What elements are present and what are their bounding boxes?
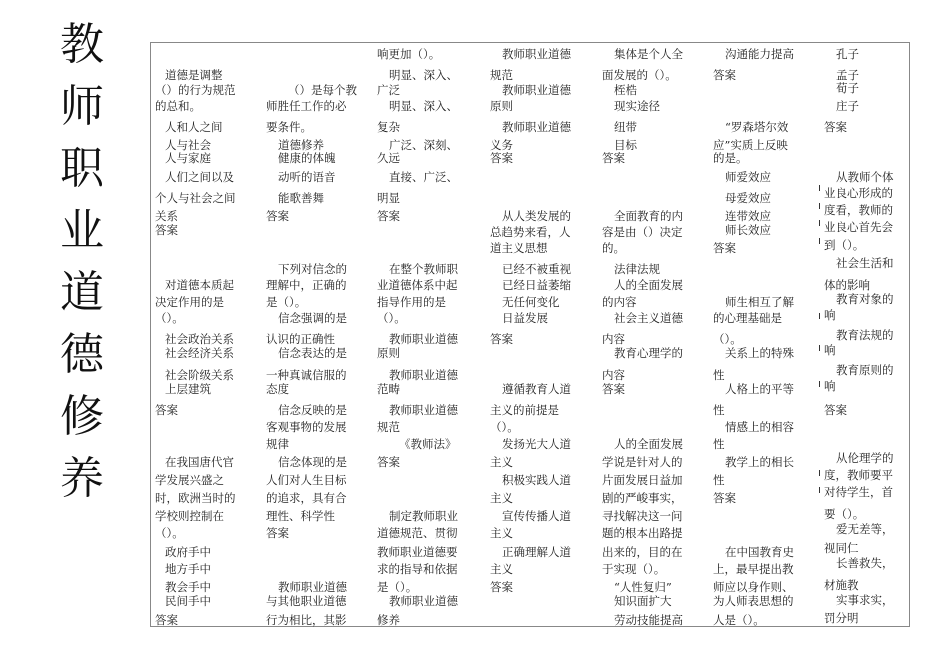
- margin-tick-mark: [819, 238, 823, 244]
- text-line: 明显、深入、: [389, 68, 458, 82]
- text-line: 个人与社会之间: [155, 191, 236, 205]
- text-line: 学校则控制在: [155, 509, 224, 523]
- text-line: 道德修养: [278, 138, 324, 152]
- text-line: 孟子: [836, 68, 859, 82]
- text-line: 教学上的相长: [725, 455, 794, 469]
- text-column-7: [824, 43, 936, 626]
- text-line: 实事求实，: [836, 593, 894, 607]
- text-line: 的。: [602, 241, 625, 255]
- text-line: 教师职业道德: [389, 403, 458, 417]
- text-line: 人与家庭: [165, 151, 211, 165]
- text-line: 义务: [490, 138, 513, 152]
- text-line: 认识的正确性: [266, 332, 335, 346]
- answer-label: 答案: [490, 151, 513, 165]
- text-line: 业道德体系中起: [377, 278, 458, 292]
- text-line: 行为相比，其影: [266, 613, 347, 627]
- text-line: 师胜任工作的必: [266, 99, 347, 113]
- text-line: 教育原则的: [836, 363, 894, 377]
- text-line: 寻找解决这一问: [602, 509, 683, 523]
- text-line: 是（）。: [377, 580, 418, 594]
- text-line: 教师职业道德: [389, 368, 458, 382]
- text-line: 日益发展: [502, 311, 548, 325]
- text-line: 响: [824, 308, 836, 322]
- text-line: 面发展的（）。: [602, 68, 677, 82]
- answer-label: 答案: [713, 68, 736, 82]
- text-line: 主义: [490, 562, 513, 576]
- text-line: 时，欧洲当时的: [155, 491, 236, 505]
- text-line: 规律: [266, 437, 289, 451]
- text-line: 连带效应: [725, 209, 771, 223]
- text-line: 性: [713, 437, 725, 451]
- text-line: 集体是个人全: [614, 47, 683, 61]
- answer-label: 答案: [713, 241, 736, 255]
- text-line: 广泛: [377, 83, 400, 97]
- text-line: 要（）。: [824, 507, 865, 521]
- text-line: 理解中，正确的: [266, 278, 347, 292]
- text-line: 教育心理学的: [614, 346, 683, 360]
- text-line: 规范: [490, 68, 513, 82]
- text-line: 政府手中: [165, 545, 211, 559]
- text-line: 师生相互了解: [725, 295, 794, 309]
- text-line: 纽带: [614, 120, 637, 134]
- text-line: 与其他职业道德: [266, 594, 347, 608]
- text-line: 师爱效应: [725, 170, 771, 184]
- text-line: 总趋势来看，人: [490, 225, 571, 239]
- text-line: 教师职业道德: [389, 594, 458, 608]
- answer-label: 答案: [266, 209, 289, 223]
- text-line: 宣传传播人道: [502, 509, 571, 523]
- text-line: 复杂: [377, 120, 400, 134]
- answer-label: 答案: [824, 120, 847, 134]
- text-line: 从人类发展的: [502, 209, 571, 223]
- text-line: 教师职业道德: [389, 332, 458, 346]
- text-line: 明显、深入、: [389, 99, 458, 113]
- text-line: 健康的体魄: [278, 151, 336, 165]
- text-line: 理性、科学性: [266, 509, 335, 523]
- text-line: （）。: [490, 420, 519, 434]
- text-line: 在我国唐代官: [165, 455, 234, 469]
- answer-label: 答案: [155, 403, 178, 417]
- text-line: 响更加（）。: [377, 47, 441, 61]
- text-line: 片面发展日益加: [602, 473, 683, 487]
- title-char: 德: [60, 329, 104, 380]
- text-line: 内容: [602, 332, 625, 346]
- margin-tick-mark: [819, 470, 823, 476]
- text-line: 发扬光大人道: [502, 437, 571, 451]
- text-line: 学说是针对人的: [602, 455, 683, 469]
- text-line: 下列对信念的: [278, 262, 347, 276]
- text-line: 教师职业道德: [502, 83, 571, 97]
- text-line: 积极实践人道: [502, 473, 571, 487]
- text-line: 应”实质上反映: [713, 138, 788, 152]
- text-line: 教师职业道德要: [377, 545, 458, 559]
- text-line: 教师职业道德: [502, 120, 571, 134]
- text-line: （）是每个教: [288, 83, 357, 97]
- text-line: 关系: [155, 209, 178, 223]
- text-line: 主义: [490, 526, 513, 540]
- margin-tick-mark: [819, 381, 823, 387]
- text-line: 人的全面发展: [614, 278, 683, 292]
- text-line: 能歌善舞: [278, 191, 324, 205]
- text-line: 视同仁: [824, 541, 859, 555]
- vertical-page-title: [52, 14, 112, 510]
- text-line: 对道德本质起: [165, 278, 234, 292]
- text-line: 信念体现的是: [278, 455, 347, 469]
- text-line: 体的影响: [824, 278, 870, 292]
- text-line: 信念反映的是: [278, 403, 347, 417]
- text-line: 于实现（）。: [602, 562, 666, 576]
- text-line: 荀子: [836, 81, 859, 95]
- text-line: 母爱效应: [725, 191, 771, 205]
- text-line: 人们对人生目标: [266, 473, 347, 487]
- margin-tick-mark: [819, 220, 823, 226]
- text-line: 范畴: [377, 382, 400, 396]
- answer-label: 答案: [155, 613, 178, 627]
- text-line: 题的根本出路提: [602, 526, 683, 540]
- text-line: 爱无差等，: [836, 522, 894, 536]
- text-line: 在中国教育史: [725, 545, 794, 559]
- text-line: 性: [713, 473, 725, 487]
- text-line: 信念强调的是: [278, 311, 347, 325]
- text-line: 规范: [377, 420, 400, 434]
- title-char: 教: [60, 19, 104, 70]
- text-line: 现实途径: [614, 99, 660, 113]
- text-line: 一种真诚信服的: [266, 368, 347, 382]
- text-line: 道德规范、贯彻: [377, 526, 458, 540]
- text-line: 人们之间以及: [165, 170, 234, 184]
- text-line: “罗森塔尔效: [725, 120, 789, 134]
- answer-label: 答案: [155, 223, 178, 237]
- text-line: 人是（）。: [713, 613, 765, 627]
- text-line: （）。: [377, 311, 406, 325]
- text-line: 人与社会: [165, 138, 211, 152]
- text-line: 出来的，目的在: [602, 545, 683, 559]
- text-line: 目标: [614, 138, 637, 152]
- text-line: 教育对象的: [836, 292, 894, 306]
- text-line: 无任何变化: [502, 295, 560, 309]
- answer-label: 答案: [266, 526, 289, 540]
- title-char: 师: [60, 81, 104, 132]
- margin-tick-mark: [819, 313, 823, 319]
- text-line: 是（）。: [266, 295, 307, 309]
- margin-tick-mark: [819, 345, 823, 351]
- answer-label: 答案: [490, 332, 513, 346]
- text-line: 原则: [490, 99, 513, 113]
- title-char: 养: [60, 453, 104, 504]
- text-line: 性: [713, 368, 725, 382]
- text-line: 全面教育的内: [614, 209, 683, 223]
- text-line: 教育法规的: [836, 328, 894, 342]
- answer-label: 答案: [602, 151, 625, 165]
- text-line: 到（）。: [824, 238, 865, 252]
- text-line: 知识面扩大: [614, 594, 672, 608]
- text-line: 情感上的相容: [725, 420, 794, 434]
- text-line: 的内容: [602, 295, 637, 309]
- text-line: 广泛、深刻、: [389, 138, 458, 152]
- text-line: （）。: [713, 332, 742, 346]
- text-line: 明显: [377, 191, 400, 205]
- text-line: 民间手中: [165, 594, 211, 608]
- text-column-4: [490, 43, 602, 626]
- text-line: 关系上的特殊: [725, 346, 794, 360]
- text-line: 决定作用的是: [155, 295, 224, 309]
- text-line: 孔子: [836, 47, 859, 61]
- answer-label: 答案: [602, 382, 625, 396]
- question-sheet: [150, 42, 910, 627]
- title-char: 业: [60, 205, 104, 256]
- text-line: 桎梏: [614, 83, 637, 97]
- text-line: 师应以身作则、: [713, 580, 794, 594]
- margin-tick-mark: [819, 185, 823, 191]
- text-line: 遵循教育人道: [502, 382, 571, 396]
- text-line: 性: [713, 403, 725, 417]
- text-line: 的总和。: [155, 99, 201, 113]
- text-line: 制定教师职业: [389, 509, 458, 523]
- text-column-5: [602, 43, 714, 626]
- text-column-1: [155, 43, 267, 626]
- text-line: 信念表达的是: [278, 346, 347, 360]
- text-line: 教师职业道德: [278, 580, 347, 594]
- text-line: 社会阶级关系: [165, 368, 234, 382]
- margin-tick-mark: [819, 203, 823, 209]
- text-line: 度，教师要平: [824, 468, 893, 482]
- text-line: 主义: [490, 491, 513, 505]
- text-line: 师长效应: [725, 223, 771, 237]
- text-line: 道德是调整: [165, 68, 223, 82]
- answer-label: 答案: [824, 403, 847, 417]
- text-line: 学发展兴盛之: [155, 473, 224, 487]
- margin-tick-mark: [819, 487, 823, 493]
- text-line: 度看，教师的: [824, 203, 893, 217]
- text-line: 修养: [377, 613, 400, 627]
- text-line: 响: [824, 343, 836, 357]
- text-line: 求的指导和依据: [377, 562, 458, 576]
- text-line: 业良心形成的: [824, 186, 893, 200]
- text-line: 劳动技能提高: [614, 613, 683, 627]
- text-line: 指导作用的是: [377, 295, 446, 309]
- answer-label: 答案: [490, 580, 513, 594]
- text-line: 社会政治关系: [165, 332, 234, 346]
- text-line: 动听的语音: [278, 170, 336, 184]
- text-line: 社会生活和: [836, 256, 894, 270]
- text-column-6: [713, 43, 825, 626]
- text-line: 内容: [602, 368, 625, 382]
- text-line: 沟通能力提高: [725, 47, 794, 61]
- text-line: “人性复归”: [614, 580, 672, 594]
- title-char: 道: [60, 267, 104, 318]
- text-line: 的是。: [713, 151, 748, 165]
- text-line: 已经不被重视: [502, 262, 571, 276]
- text-line: 业良心首先会: [824, 220, 893, 234]
- title-char: 职: [60, 143, 104, 194]
- text-line: 主义的前提是: [490, 403, 559, 417]
- text-line: 地方手中: [165, 562, 211, 576]
- text-line: （）。: [155, 311, 184, 325]
- text-line: 人格上的平等: [725, 382, 794, 396]
- answer-label: 答案: [713, 491, 736, 505]
- text-line: 社会经济关系: [165, 346, 234, 360]
- text-line: 从伦理学的: [836, 451, 894, 465]
- text-line: 态度: [266, 382, 289, 396]
- text-line: 从教师个体: [836, 170, 894, 184]
- text-line: 客观事物的发展: [266, 420, 347, 434]
- text-line: （）。: [155, 526, 184, 540]
- text-line: 主义: [490, 455, 513, 469]
- text-line: 材施教: [824, 578, 859, 592]
- text-line: 正确理解人道: [502, 545, 571, 559]
- text-line: 道主义思想: [490, 241, 548, 255]
- text-line: 《教师法》: [399, 437, 457, 451]
- text-line: 要条件。: [266, 120, 312, 134]
- title-char: 修: [60, 391, 104, 442]
- text-line: 罚分明: [824, 611, 859, 625]
- text-line: 的心理基础是: [713, 311, 782, 325]
- text-line: 响: [824, 379, 836, 393]
- text-line: 原则: [377, 346, 400, 360]
- text-line: 教会手中: [165, 580, 211, 594]
- text-line: 教师职业道德: [502, 47, 571, 61]
- text-line: 直接、广泛、: [389, 170, 458, 184]
- text-line: 对待学生，首: [824, 485, 893, 499]
- text-line: 在整个教师职: [389, 262, 458, 276]
- text-line: 已经日益萎缩: [502, 278, 571, 292]
- answer-label: 答案: [377, 209, 400, 223]
- text-line: 久远: [377, 151, 400, 165]
- text-line: 庄子: [836, 99, 859, 113]
- text-line: 人的全面发展: [614, 437, 683, 451]
- text-line: 为人师表思想的: [713, 594, 794, 608]
- text-line: 上层建筑: [165, 382, 211, 396]
- text-line: 人和人之间: [165, 120, 223, 134]
- text-line: 容是由（）决定: [602, 225, 683, 239]
- text-column-3: [377, 43, 489, 626]
- text-line: 剧的严峻事实，: [602, 491, 683, 505]
- answer-label: 答案: [377, 455, 400, 469]
- text-line: 社会主义道德: [614, 311, 683, 325]
- text-line: （）的行为规范: [155, 83, 236, 97]
- text-line: 长善救失，: [836, 556, 894, 570]
- text-line: 上，最早提出教: [713, 562, 794, 576]
- text-column-2: [266, 43, 378, 626]
- text-line: 法律法规: [614, 262, 660, 276]
- text-line: 的追求，具有合: [266, 491, 347, 505]
